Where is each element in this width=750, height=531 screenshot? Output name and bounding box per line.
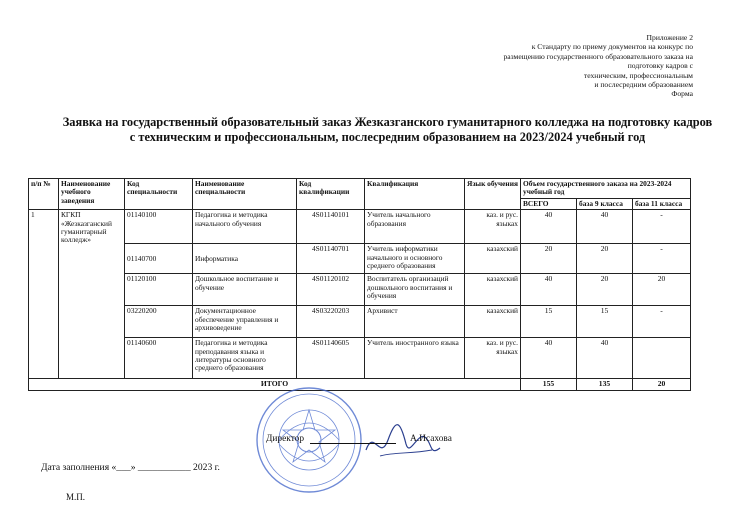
lang: казахский <box>465 274 521 306</box>
header-qual: Квалификация <box>365 179 465 210</box>
lang: казахский <box>465 306 521 338</box>
total: 40 <box>521 274 577 306</box>
stamp-place-label: М.П. <box>66 492 86 502</box>
totals-base11: 20 <box>633 379 691 390</box>
signer-name: А.Исахова <box>410 434 452 444</box>
total: 20 <box>521 244 577 274</box>
base9: 40 <box>577 338 633 379</box>
base9: 20 <box>577 274 633 306</box>
totals-base9: 135 <box>577 379 633 390</box>
table-row <box>29 244 691 274</box>
header-base11: база 11 класса <box>633 198 691 209</box>
qual: Архивист <box>365 306 465 338</box>
qual: Воспитатель организаций дошкольного воспитания и обучения <box>365 274 465 306</box>
annex-line: размещению государственного образовательного заказа на <box>503 51 693 61</box>
qual: Учитель начального образования <box>365 210 465 244</box>
annex-line: Приложение 2 <box>646 33 693 42</box>
base11: 20 <box>633 274 691 306</box>
signer-title: Директор <box>266 434 305 444</box>
title-line-2: с техническим и профессиональным, послесредним образованием на 2023/2024 учебный год <box>129 129 646 144</box>
total: 40 <box>521 338 577 379</box>
header-qual-code: Код квалификации <box>297 179 365 210</box>
qual-code: 4S01140701 <box>297 244 365 274</box>
header-org: Наименование учебного заведения <box>59 179 125 210</box>
qual-code: 4S01120102 <box>297 274 365 306</box>
spec-name: Дошкольное воспитание и обучение <box>193 274 297 306</box>
base9: 40 <box>577 210 633 244</box>
org-num: 1 <box>29 210 59 379</box>
header-total: ВСЕГО <box>521 198 577 209</box>
base9: 15 <box>577 306 633 338</box>
order-table <box>28 178 691 391</box>
header-num: п/п № <box>29 179 59 210</box>
qual-code: 4S03220203 <box>297 306 365 338</box>
spec-code: 01140600 <box>125 338 193 379</box>
totals-total: 155 <box>521 379 577 390</box>
header-spec-name: Наименование специальности <box>193 179 297 210</box>
header-volume: Объем государственного заказа на 2023-2024 учебный год <box>521 179 691 199</box>
table-row <box>29 210 691 244</box>
spec-code: 03220200 <box>125 306 193 338</box>
annex-line: техническим, профессиональным <box>583 70 693 80</box>
org-name: КГКП «Жезказганский гуманитарный колледж» <box>59 210 125 379</box>
table-row <box>29 338 691 379</box>
qual-code: 4S01140605 <box>297 338 365 379</box>
annex-block <box>433 33 693 99</box>
header-row <box>29 179 691 199</box>
base11: - <box>633 244 691 274</box>
lang: каз. и рус. языках <box>465 338 521 379</box>
spec-code: 01140100 <box>125 210 193 244</box>
header-lang: Язык обучения <box>465 179 521 210</box>
annex-line: Форма <box>671 89 693 99</box>
table-row <box>29 306 691 338</box>
base11: - <box>633 306 691 338</box>
lang: каз. и рус. языках <box>465 210 521 244</box>
header-spec-code: Код специальности <box>125 179 193 210</box>
fill-date: Дата заполнения «___» ___________ 2023 г. <box>41 462 220 473</box>
lang: казахский <box>465 244 521 274</box>
table-row <box>29 274 691 306</box>
title-line-1: Заявка на государственный образовательный заказ Жезказганского гуманитарного колледжа на подготовку кадров <box>62 115 713 129</box>
annex-line: и послесредним образованием <box>594 80 693 90</box>
base9: 20 <box>577 244 633 274</box>
signature-underline <box>310 443 396 444</box>
spec-code: 01120100 <box>125 274 193 306</box>
signature-line <box>266 434 452 444</box>
spec-name: Педагогика и методика преподавания языка и литературы основного среднего образования <box>193 338 297 379</box>
spec-name: Педагогика и методика начального обучения <box>193 210 297 244</box>
header-base9: база 9 класса <box>577 198 633 209</box>
qual-code: 4S01140101 <box>297 210 365 244</box>
base11: - <box>633 210 691 244</box>
total: 40 <box>521 210 577 244</box>
spec-code: 01140700 <box>125 244 193 274</box>
qual: Учитель информатики начального и основного среднего образования <box>365 244 465 274</box>
base11 <box>633 338 691 379</box>
annex-line: к Стандарту по приему документов на конкурс по <box>531 42 693 52</box>
spec-name: Документационное обеспечение управления и архивоведение <box>193 306 297 338</box>
document-title <box>60 115 715 144</box>
spec-name: Информатика <box>193 244 297 274</box>
qual: Учитель иностранного языка <box>365 338 465 379</box>
total: 15 <box>521 306 577 338</box>
annex-line: подготовку кадров с <box>627 61 693 71</box>
totals-label: ИТОГО <box>29 379 521 390</box>
